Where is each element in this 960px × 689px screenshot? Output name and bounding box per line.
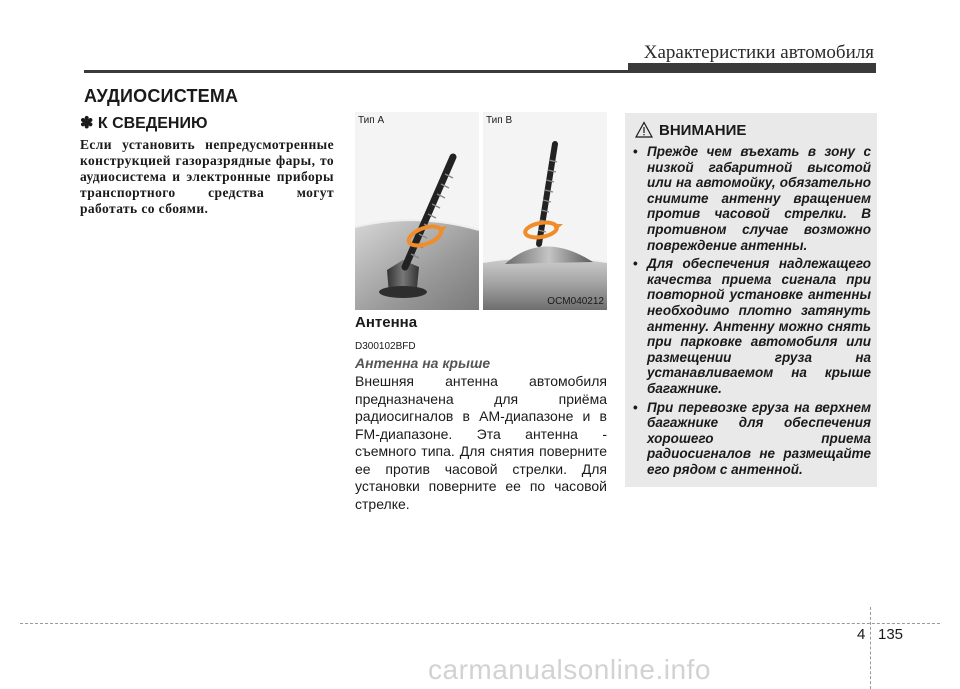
warning-item: • При перевозке груза на верхнем багажнике для обеспечения хорошего приема радиосигналов не размещайте его рядом с антенной. [633,400,871,478]
warning-box [625,113,877,487]
warning-header [635,121,746,139]
section-title: АУДИОСИСТЕМА [84,86,239,106]
figure-label-type-b: Тип B [486,115,513,126]
figure-label-type-a: Тип A [358,115,385,126]
antenna-body: Внешняя антенна автомобиля предназначена для приёма радиосигналов в AM-диапазоне и в FM-диапазоне. Эта антенна - съемного типа. Для снятия поверните ее против часовой стрелки. Для установки поверните ее по часовой стрелке. [355,373,607,512]
antenna-figure [355,112,607,310]
chapter-number: 4 [857,626,866,643]
warning-list [633,144,871,480]
warning-item: • Прежде чем въехать в зону с низкой габаритной высотой или на автомойку, обязательно снимите антенну вращением против часовой стрелки. В противном случае возможно повреждение антенны. [633,144,871,253]
warning-title: ВНИМАНИЕ [659,121,747,139]
header-rule [84,70,876,73]
antenna-ref-code: D300102BFD [355,341,416,352]
antenna-section [355,314,607,513]
footer-dashed-rule [20,623,940,624]
info-note [80,113,334,217]
info-note-text: Если установить непредусмотренные конструкцией газоразрядные фары, то аудиосистема и электронные приборы транспортного средства могут работать со сбоями. [80,137,334,216]
figure-code: OCM040212 [547,296,604,307]
antenna-subtitle: Антенна на крыше [355,355,491,371]
info-note-heading: ✽ К СВЕДЕНИЮ [80,115,208,132]
page-number: 135 [878,626,904,643]
antenna-type-b-illustration [483,112,607,310]
figure-panel-type-b [483,112,607,310]
footer-vertical-rule [870,607,871,689]
figure-panel-type-a [355,112,479,310]
header-accent-bar [628,63,876,70]
watermark: carmanualsonline.info [428,654,711,685]
warning-triangle-icon [635,121,653,139]
warning-item: • Для обеспечения надлежащего качества приема сигнала при повторной установке антенны необходимо плотно затянуть антенну. Антенну можно снять при парковке автомобиля или размещении груза на устанавливаемом на крыше багажнике. [633,256,871,396]
running-header: Характеристики автомобиля [643,42,874,63]
antenna-title: Антенна [355,314,418,331]
antenna-type-a-illustration [355,112,479,310]
